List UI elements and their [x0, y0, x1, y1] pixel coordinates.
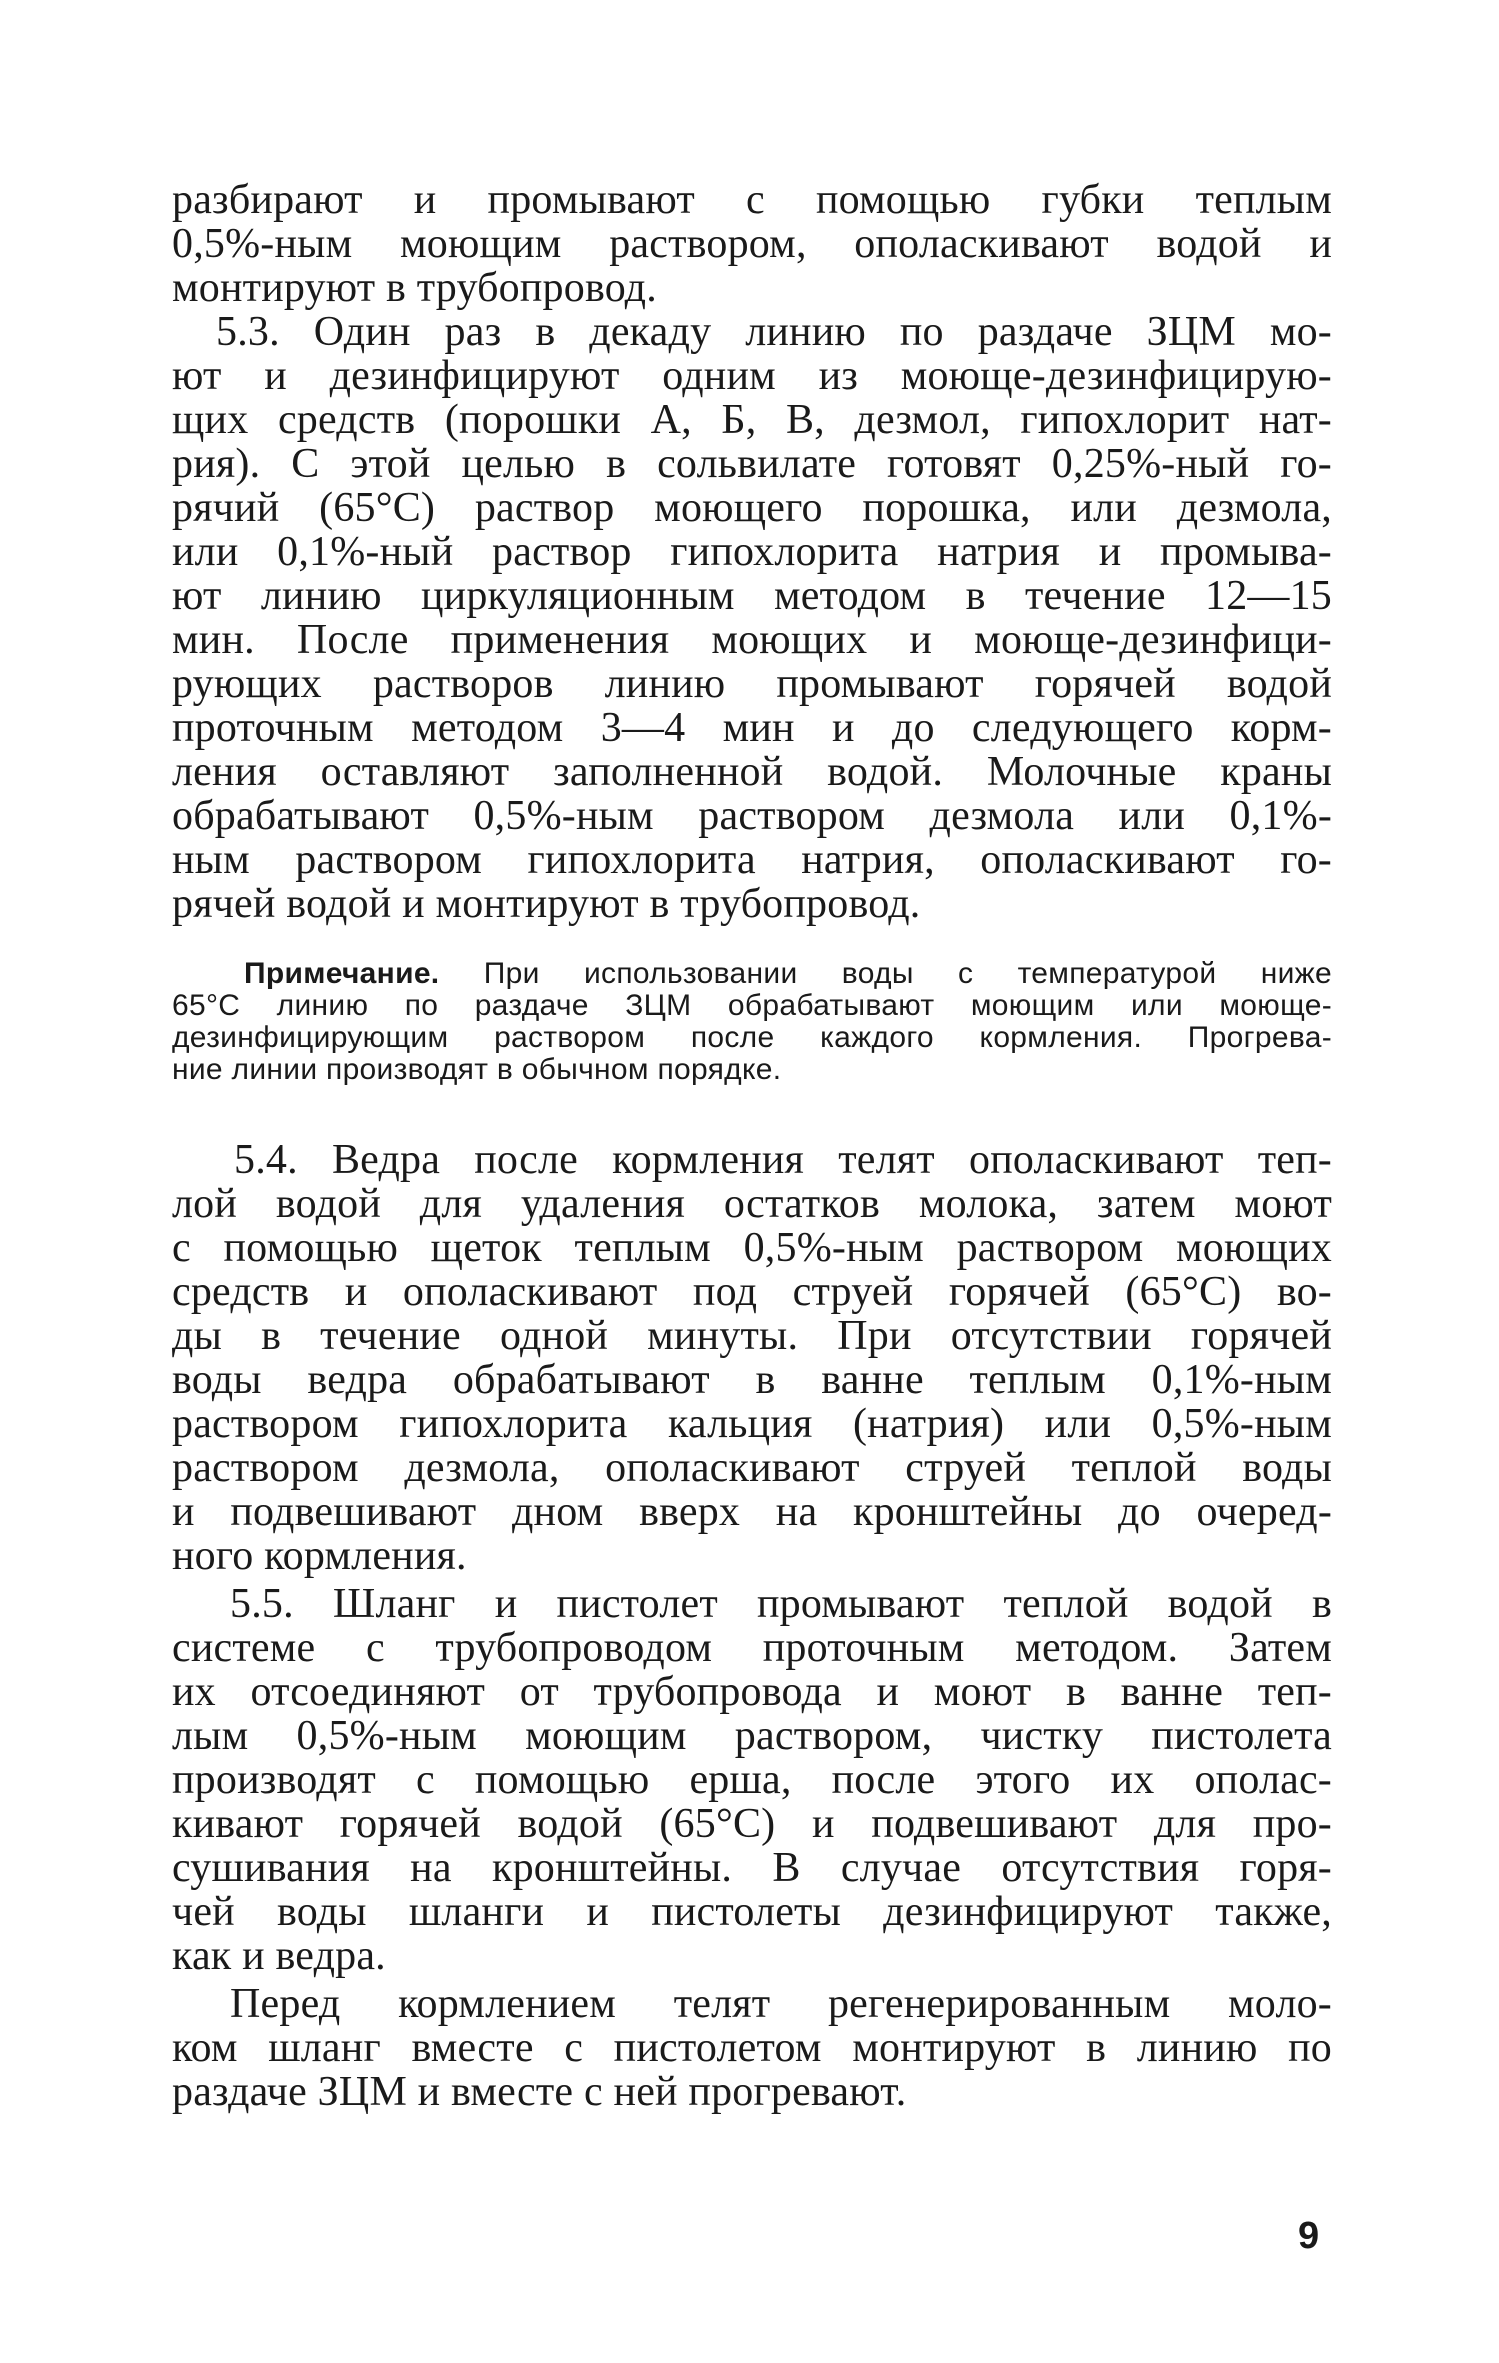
text-line: 5.4. Ведра после кормления телят ополаскивают теп-: [234, 1137, 1332, 1183]
text-line: рующих растворов линию промывают горячей водой: [172, 661, 1332, 707]
text-line: 0,5%-ным моющим раствором, ополаскивают водой и: [172, 221, 1332, 267]
text-line: как и ведра.: [172, 1933, 386, 1979]
text-line: их отсоединяют от трубопровода и моют в ванне теп-: [172, 1669, 1332, 1715]
text-line: системе с трубопроводом проточным методом. Затем: [172, 1625, 1332, 1671]
paragraph-continuation: [172, 178, 1332, 310]
page-number: 9: [1298, 2215, 1320, 2257]
text-line: рия). С этой целью в сольвилате готовят 0,25%-ный го-: [172, 441, 1332, 487]
text-line: раствором гипохлорита кальция (натрия) или 0,5%-ным: [172, 1401, 1332, 1447]
text-line: и подвешивают дном вверх на кронштейны до очеред-: [172, 1489, 1332, 1535]
note-block: [172, 958, 1332, 1086]
text-line: раздаче ЗЦМ и вместе с ней прогревают.: [172, 2069, 907, 2115]
text-line: с помощью щеток теплым 0,5%-ным раствором моющих: [172, 1225, 1332, 1271]
text-line: ного кормления.: [172, 1533, 467, 1579]
text-line: чей воды шланги и пистолеты дезинфицируют также,: [172, 1889, 1332, 1935]
text-line: 5.5. Шланг и пистолет промывают теплой водой в: [230, 1581, 1332, 1627]
text-line: ют и дезинфицируют одним из моюще-дезинфицирую-: [172, 353, 1332, 399]
note-line: дезинфицирующим раствором после каждого кормления. Прогрева-: [172, 1021, 1332, 1054]
note-line: ние линии производят в обычном порядке.: [172, 1053, 782, 1086]
text-line: Перед кормлением телят регенерированным моло-: [230, 1981, 1332, 2027]
text-line: производят с помощью ерша, после этого их ополас-: [172, 1757, 1332, 1803]
note-first-line: [172, 958, 1332, 990]
text-line: щих средств (порошки А, Б, В, дезмол, гипохлорит нат-: [172, 397, 1332, 443]
text-line: лой водой для удаления остатков молока, затем моют: [172, 1181, 1332, 1227]
text-line: мин. После применения моющих и моюще-дезинфици-: [172, 617, 1332, 663]
text-line: рячей водой и монтируют в трубопровод.: [172, 881, 921, 927]
paragraph-5-4: [172, 1138, 1332, 1578]
text-line: ют линию циркуляционным методом в течение 12—15: [172, 573, 1332, 619]
text-line: 5.3. Один раз в декаду линию по раздаче ЗЦМ мо-: [216, 309, 1332, 355]
text-line: ды в течение одной минуты. При отсутствии горячей: [172, 1313, 1332, 1359]
text-line: ком шланг вместе с пистолетом монтируют в линию по: [172, 2025, 1332, 2071]
text-line: монтируют в трубопровод.: [172, 265, 657, 311]
text-line: рячий (65°С) раствор моющего порошка, или дезмола,: [172, 485, 1332, 531]
paragraph-final: [172, 1982, 1332, 2114]
paragraph-5-5: [172, 1582, 1332, 1978]
text-line: раствором дезмола, ополаскивают струей теплой воды: [172, 1445, 1332, 1491]
text-line: лым 0,5%-ным моющим раствором, чистку пистолета: [172, 1713, 1332, 1759]
note-label: Примечание.: [244, 957, 440, 990]
note-line: 65°С линию по раздаче ЗЦМ обрабатывают моющим или моюще-: [172, 989, 1332, 1022]
note-first-line-text: При использовании воды с температурой ниже: [483, 957, 1333, 990]
text-line: или 0,1%-ный раствор гипохлорита натрия и промыва-: [172, 529, 1332, 575]
paragraph-5-3: [172, 310, 1332, 926]
text-line: обрабатывают 0,5%-ным раствором дезмола или 0,1%-: [172, 793, 1332, 839]
text-line: кивают горячей водой (65°С) и подвешивают для про-: [172, 1801, 1332, 1847]
text-line: проточным методом 3—4 мин и до следующего корм-: [172, 705, 1332, 751]
text-line: ления оставляют заполненной водой. Молочные краны: [172, 749, 1332, 795]
text-line: сушивания на кронштейны. В случае отсутствия горя-: [172, 1845, 1332, 1891]
text-line: ным раствором гипохлорита натрия, ополаскивают го-: [172, 837, 1332, 883]
text-line: воды ведра обрабатывают в ванне теплым 0,1%-ным: [172, 1357, 1332, 1403]
text-line: средств и ополаскивают под струей горячей (65°С) во-: [172, 1269, 1332, 1315]
text-line: разбирают и промывают с помощью губки теплым: [172, 177, 1332, 223]
